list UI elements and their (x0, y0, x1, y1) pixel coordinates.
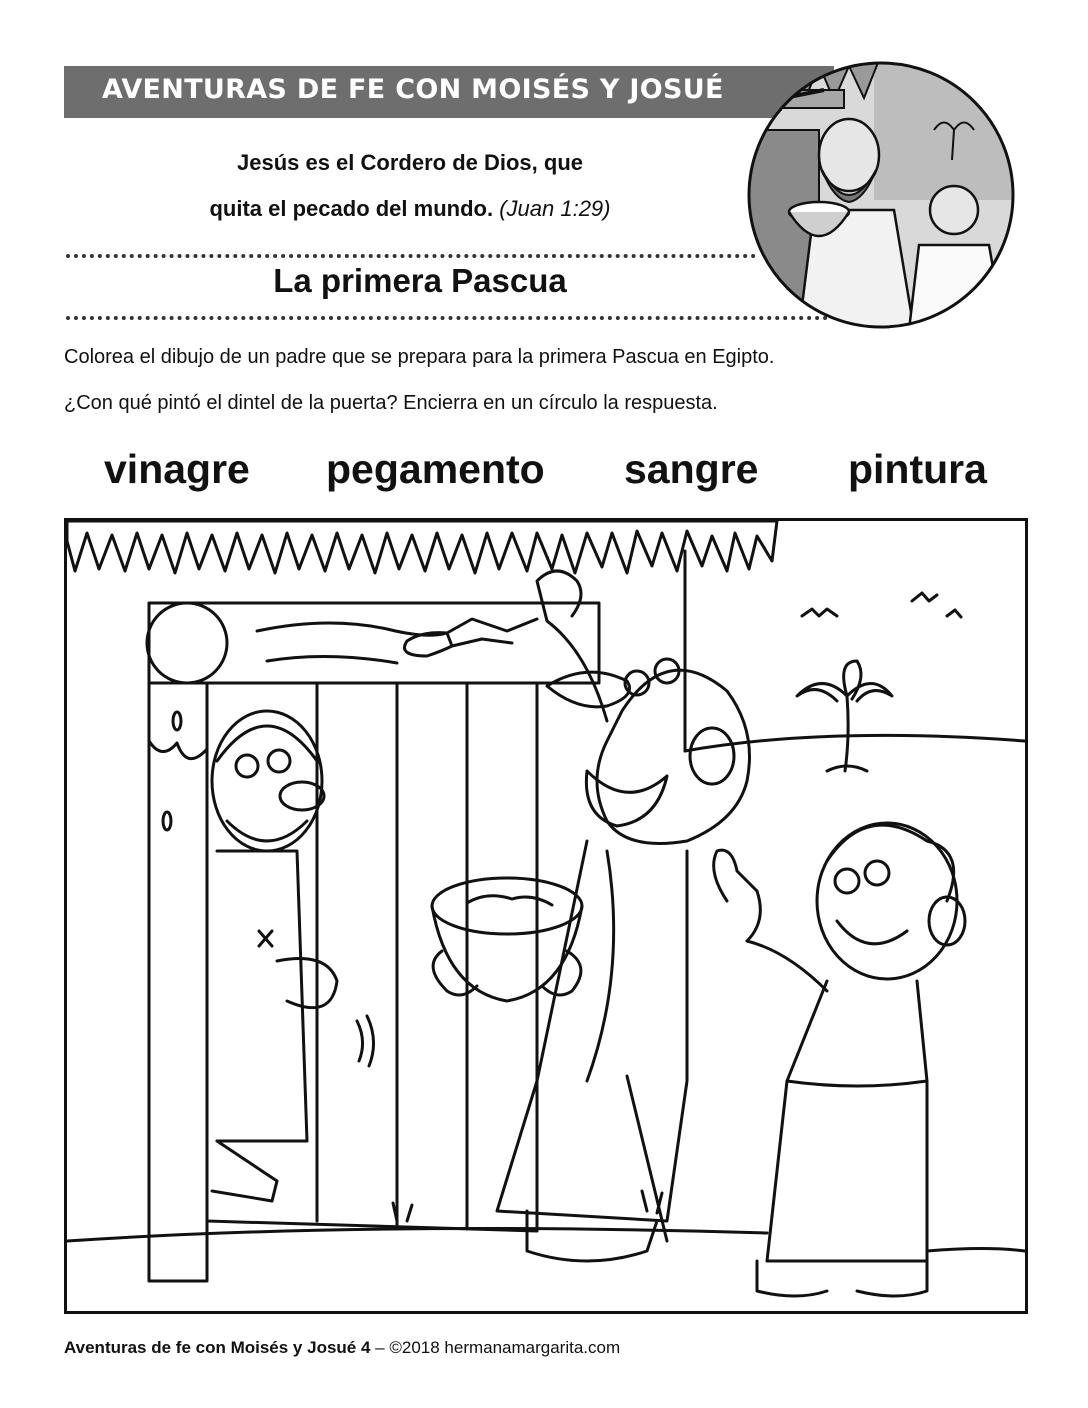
answer-option-pegamento[interactable]: pegamento (326, 446, 545, 492)
lesson-title: La primera Pascua (273, 262, 567, 299)
memory-verse-text: quita el pecado del mundo. (209, 196, 494, 221)
coloring-picture (64, 518, 1028, 1314)
instruction-line1: Colorea el dibujo de un padre que se prepara para la primera Pascua en Egipto. (64, 346, 775, 368)
footer-copyright: – ©2018 hermanamargarita.com (370, 1338, 621, 1357)
footer (64, 1338, 620, 1358)
answer-option-vinagre[interactable]: vinagre (104, 446, 250, 492)
memory-verse-line1: Jesús es el Cordero de Dios, que (236, 150, 583, 175)
banner-title: AVENTURAS DE FE CON MOISÉS Y JOSUÉ (102, 74, 724, 105)
dotted-divider-top (66, 254, 756, 258)
instruction-line2: ¿Con qué pintó el dintel de la puerta? Encierra en un círculo la respuesta. (64, 392, 718, 414)
coloring-illustration (67, 521, 1025, 1311)
header-banner (64, 66, 834, 118)
memory-verse-line2 (100, 196, 720, 222)
thumbnail-illustration (744, 60, 1018, 330)
dotted-divider-bottom (66, 316, 828, 320)
verse-reference: (Juan 1:29) (499, 196, 611, 221)
answer-option-sangre[interactable]: sangre (624, 446, 759, 492)
answer-options (64, 446, 1024, 502)
footer-book-title: Aventuras de fe con Moisés y Josué 4 (64, 1338, 371, 1357)
answer-option-pintura[interactable]: pintura (848, 446, 987, 492)
